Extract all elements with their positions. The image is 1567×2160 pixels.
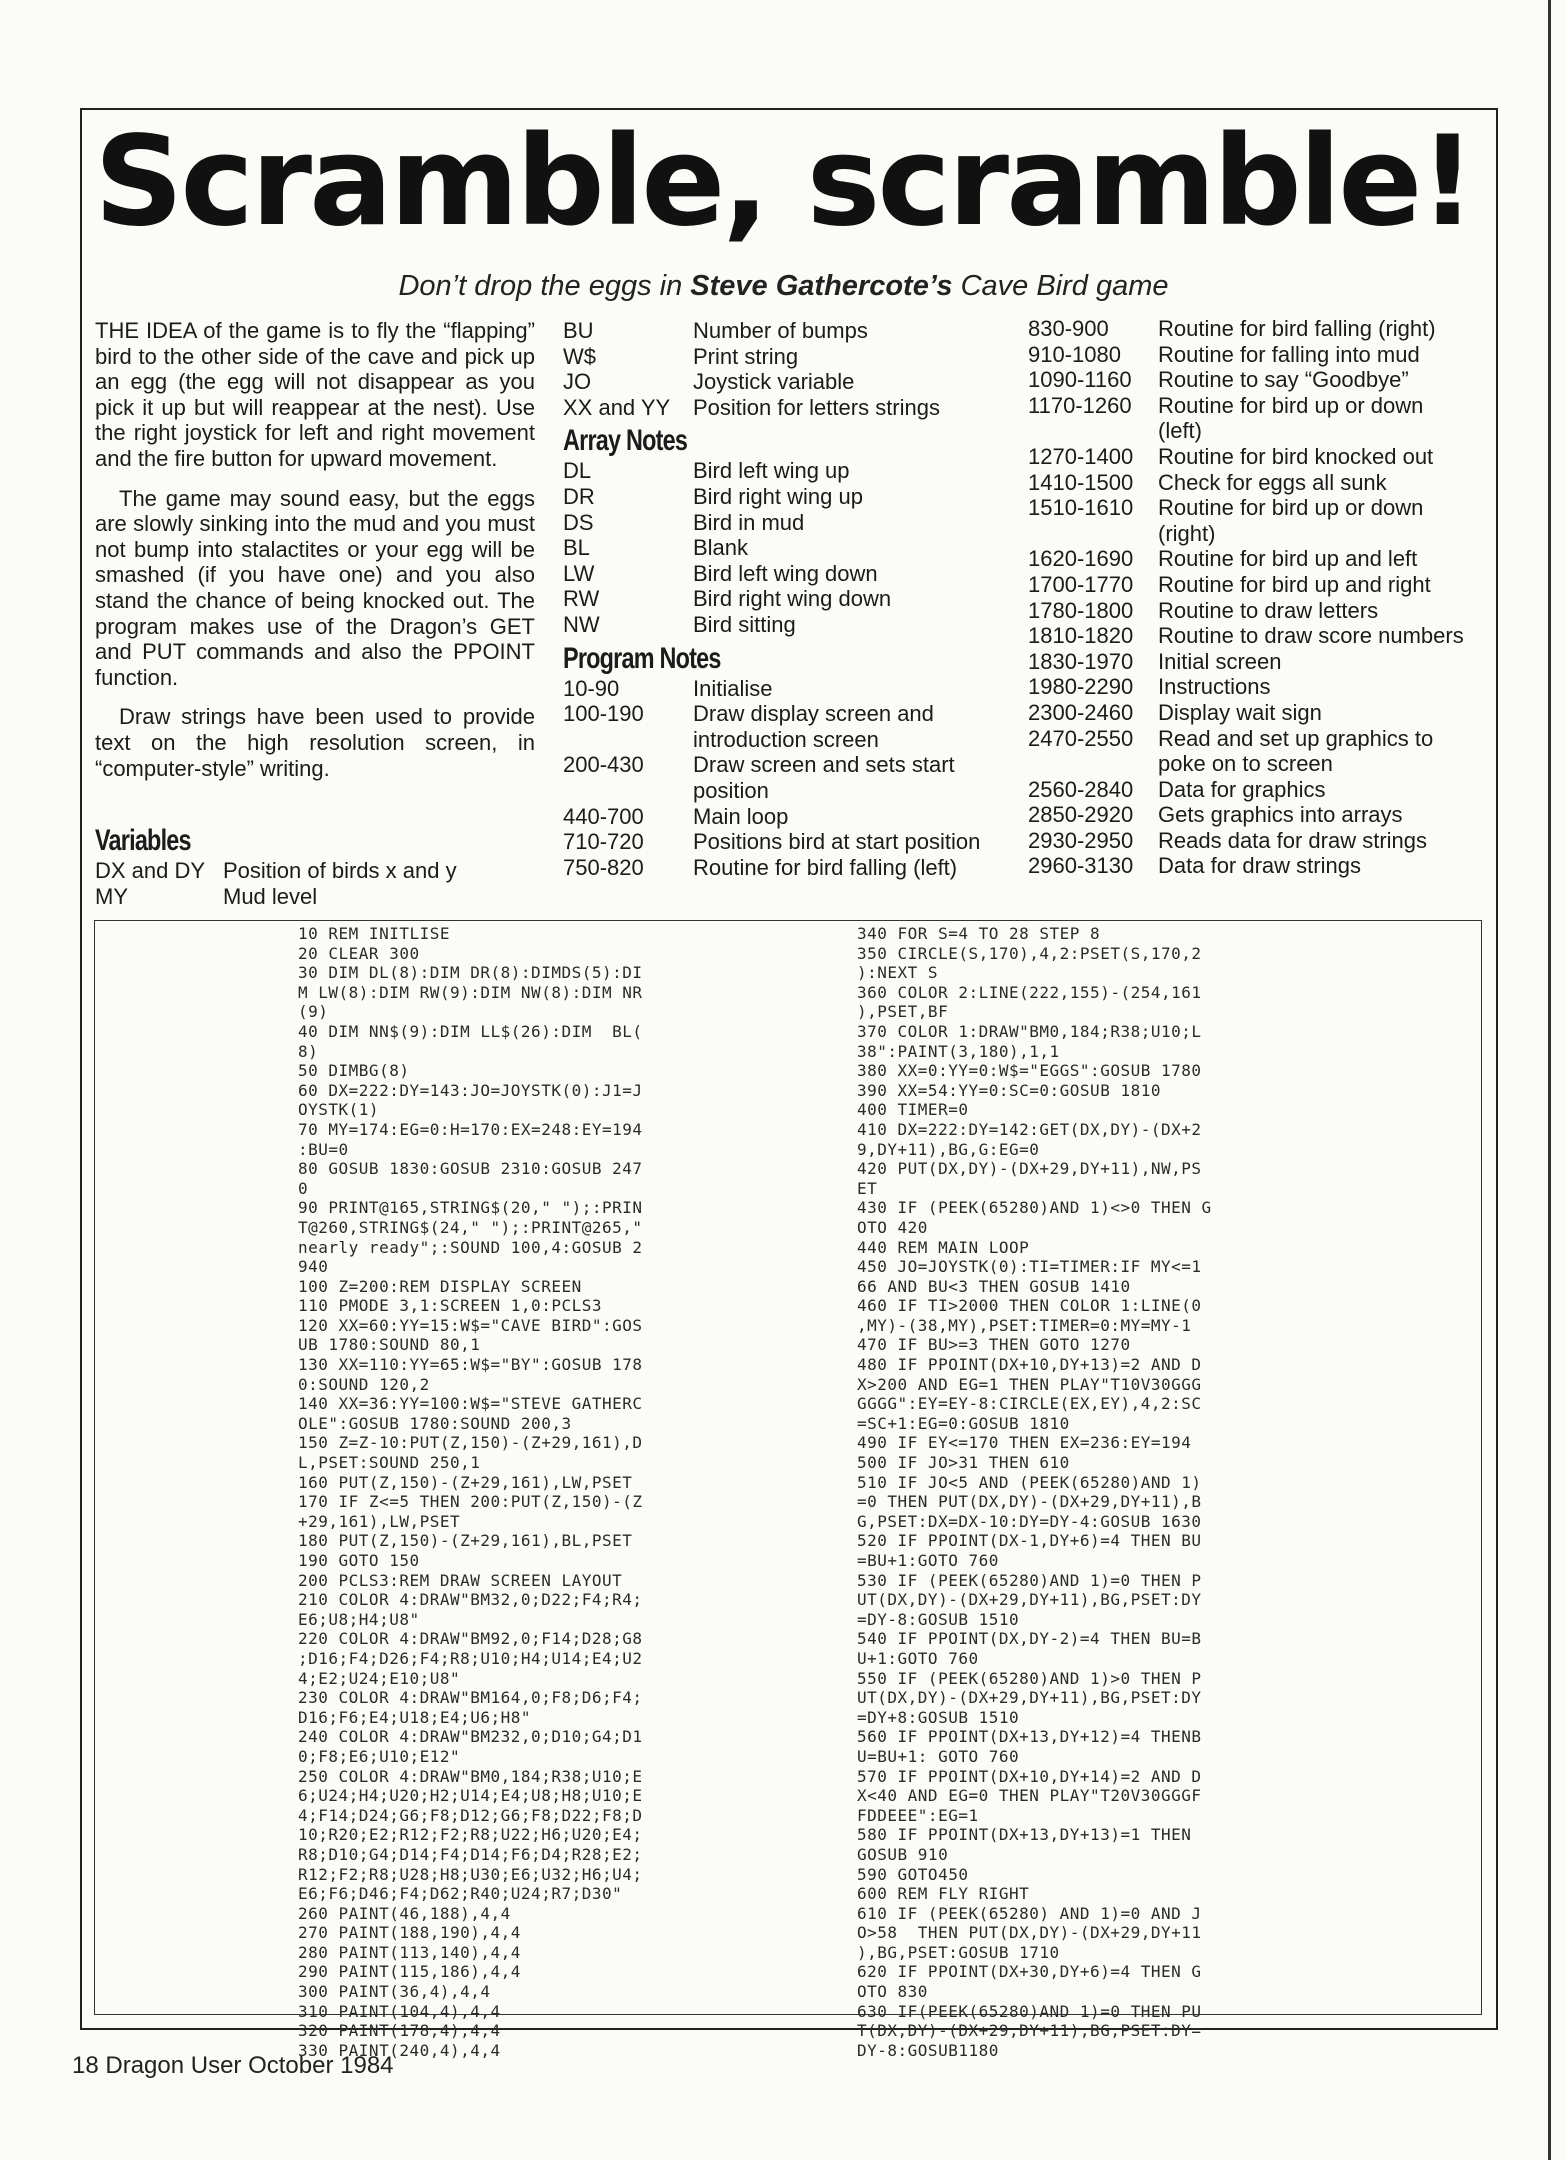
program-lines: 2560-2840 [1028, 776, 1134, 802]
program-row [563, 829, 1003, 855]
program-desc: Initial screen [1158, 648, 1282, 674]
program-row [1028, 649, 1468, 675]
program-row [1028, 777, 1468, 803]
program-desc: Initialise [693, 675, 773, 701]
variable-desc: Mud level [223, 883, 318, 909]
program-row [1028, 495, 1468, 546]
array-row [563, 535, 891, 561]
program-row [1028, 700, 1468, 726]
program-row [563, 676, 1003, 702]
variable-row [563, 395, 940, 421]
program-notes-heading: Program Notes [563, 641, 721, 675]
program-lines: 2300-2460 [1028, 699, 1134, 725]
program-lines: 830-900 [1028, 316, 1109, 341]
program-notes-table-continued [1028, 316, 1468, 879]
variable-desc: Position of birds x and y [223, 858, 457, 883]
variable-name: W$ [563, 343, 596, 369]
program-desc: Gets graphics into arrays [1158, 802, 1403, 828]
program-lines: 710-720 [563, 829, 644, 855]
program-desc: Routine to draw letters [1158, 597, 1379, 623]
program-desc: Routine for bird up and right [1158, 571, 1431, 597]
array-desc: Bird in mud [693, 509, 805, 535]
program-lines: 440-700 [563, 803, 644, 829]
program-desc: Draw display screen and introduction screen [693, 701, 934, 752]
variable-desc: Number of bumps [693, 318, 868, 343]
array-name: NW [563, 611, 600, 637]
variables-section [95, 820, 457, 909]
program-listing-right: 340 FOR S=4 TO 28 STEP 8 350 CIRCLE(S,170),4,2:PSET(S,170,2 ):NEXT S 360 COLOR 2:LINE(222,155)-(254,161 ),PSET,BF 370 COLOR 1:DRAW"BM0,184;R38;U10;L 38":PAINT(3,180),1,1 380 XX=0:YY=0:W$="EGGS":GOSUB 1780 390 XX=54:YY=0:SC=0:GOSUB 1810 400 TIMER=0 410 DX=222:DY=142:GET(DX,DY)-(DX+2 9,DY+11),BG,G:EG=0 420 PUT(DX,DY)-(DX+29,DY+11),NW,PS ET 430 IF (PEEK(65280)AND 1)<>0 THEN G OTO 420 440 REM MAIN LOOP 450 JO=JOYSTK(0):TI=TIMER:IF MY<=1 66 AND BU<3 THEN GOSUB 1410 460 IF TI>2000 THEN COLOR 1:LINE(0 ,MY)-(38,MY),PSET:TIMER=0:MY=MY-1 470 IF BU>=3 THEN GOTO 1270 480 IF PPOINT(DX+10,DY+13)=2 AND D X>200 AND EG=1 THEN PLAY"T10V30GGG GGGG":EY=EY-8:CIRCLE(EX,EY),4,2:SC =SC+1:EG=0:GOSUB 1810 490 IF EY<=170 THEN EX=236:EY=194 500 IF JO>31 THEN 610 510 IF JO<5 AND (PEEK(65280)AND 1) =0 THEN PUT(DX,DY)-(DX+29,DY+11),B G,PSET:DX=DX-10:DY=DY-4:GOSUB 1630 520 IF PPOINT(DX-1,DY+6)=4 THEN BU =BU+1:GOTO 760 530 IF (PEEK(65280)AND 1)=0 THEN P UT(DX,DY)-(DX+29,DY+11),BG,PSET:DY =DY-8:GOSUB 1510 540 IF PPOINT(DX,DY-2)=4 THEN BU=B U+1:GOTO 760 550 IF (PEEK(65280)AND 1)>0 THEN P UT(DX,DY)-(DX+29,DY+11),BG,PSET:DY =DY+8:GOSUB 1510 560 IF PPOINT(DX+13,DY+12)=4 THENB U=BU+1: GOTO 760 570 IF PPOINT(DX+10,DY+14)=2 AND D X<40 AND EG=0 THEN PLAY"T20V30GGGF FDDEEE":EG=1 580 IF PPOINT(DX+13,DY+13)=1 THEN GOSUB 910 590 GOTO450 600 REM FLY RIGHT 610 IF (PEEK(65280) AND 1)=0 AND J O>58 THEN PUT(DX,DY)-(DX+29,DY+11 ),BG,PSET:GOSUB 1710 620 IF PPOINT(DX+30,DY+6)=4 THEN G OTO 830 630 IF(PEEK(65280)AND 1)=0 THEN PU T(DX,DY)-(DX+29,DY+11),BG,PSET:DY= DY-8:GOSUB1180 [857, 924, 1212, 2060]
variable-row [563, 318, 940, 344]
program-desc: Check for eggs all sunk [1158, 469, 1387, 495]
program-row [563, 855, 1003, 881]
array-name: LW [563, 560, 595, 586]
program-lines: 1170-1260 [1028, 392, 1132, 418]
program-desc: Routine for bird up or down (right) [1158, 495, 1424, 546]
program-desc: Routine for bird falling (right) [1158, 316, 1436, 341]
page-edge-line [1548, 0, 1551, 2160]
program-lines: 10-90 [563, 675, 620, 701]
program-desc: Data for draw strings [1158, 853, 1361, 879]
program-desc: Routine for bird knocked out [1158, 443, 1434, 469]
program-lines: 910-1080 [1028, 341, 1121, 367]
variable-row [95, 858, 457, 884]
program-desc: Main loop [693, 803, 789, 829]
variable-desc: Print string [693, 343, 799, 369]
subtitle-author: Steve Gathercote’s [690, 270, 953, 302]
program-row [1028, 444, 1468, 470]
variable-row [563, 344, 940, 370]
array-name: DL [563, 458, 592, 484]
program-desc: Read and set up graphics to poke on to screen [1158, 725, 1434, 777]
array-name: BL [563, 535, 590, 561]
array-row [563, 458, 891, 484]
intro-paragraph: THE IDEA of the game is to fly the “flapping” bird to the other side of the cave and pick up an egg (the egg will not disappear as you pick it up but will reappear at the nest). Use the right joystick for left and right movement and the fire button for upward movement. [95, 318, 535, 471]
program-row [1028, 546, 1468, 572]
program-row [1028, 726, 1468, 777]
variables-table-continued [563, 318, 940, 420]
program-lines: 1090-1160 [1028, 367, 1132, 393]
article-subtitle [0, 270, 1567, 303]
array-notes-table [563, 458, 891, 637]
variable-name: JO [563, 369, 592, 395]
right-column [1028, 316, 1468, 879]
program-desc: Routine for falling into mud [1158, 341, 1420, 367]
program-lines: 200-430 [563, 752, 644, 778]
program-desc: Reads data for draw strings [1158, 827, 1428, 853]
program-listing-left: 10 REM INITLISE 20 CLEAR 300 30 DIM DL(8):DIM DR(8):DIMDS(5):DI M LW(8):DIM RW(9):DIM NW(8):DIM NR (9) 40 DIM NN$(9):DIM LL$(26):DIM BL( 8) 50 DIMBG(8) 60 DX=222:DY=143:JO=JOYSTK(0):J1=J OYSTK(1) 70 MY=174:EG=0:H=170:EX=248:EY=194 :BU=0 80 GOSUB 1830:GOSUB 2310:GOSUB 247 0 90 PRINT@165,STRING$(20," ");:PRIN T@260,STRING$(24," ");:PRINT@265," nearly ready";:SOUND 100,4:GOSUB 2 940 100 Z=200:REM DISPLAY SCREEN 110 PMODE 3,1:SCREEN 1,0:PCLS3 120 XX=60:YY=15:W$="CAVE BIRD":GOS UB 1780:SOUND 80,1 130 XX=110:YY=65:W$="BY":GOSUB 178 0:SOUND 120,2 140 XX=36:YY=100:W$="STEVE GATHERC OLE":GOSUB 1780:SOUND 200,3 150 Z=Z-10:PUT(Z,150)-(Z+29,161),D L,PSET:SOUND 250,1 160 PUT(Z,150)-(Z+29,161),LW,PSET 170 IF Z<=5 THEN 200:PUT(Z,150)-(Z +29,161),LW,PSET 180 PUT(Z,150)-(Z+29,161),BL,PSET 190 GOTO 150 200 PCLS3:REM DRAW SCREEN LAYOUT 210 COLOR 4:DRAW"BM32,0;D22;F4;R4; E6;U8;H4;U8" 220 COLOR 4:DRAW"BM92,0;F14;D28;G8 ;D16;F4;D26;F4;R8;U10;H4;U14;E4;U2 4;E2;U24;E10;U8" 230 COLOR 4:DRAW"BM164,0;F8;D6;F4; D16;F6;E4;U18;E4;U6;H8" 240 COLOR 4:DRAW"BM232,0;D10;G4;D1 0;F8;E6;U10;E12" 250 COLOR 4:DRAW"BM0,184;R38;U10;E 6;U24;H4;U20;H2;U14;E4;U8;H8;U10;E 4;F14;D24;G6;F8;D12;G6;F8;D22;F8;D 10;R20;E2;R12;F2;R8;U22;H6;U20;E4; R8;D10;G4;D14;F4;D14;F6;D4;R28;E2; R12;F2;R8;U28;H8;U30;E6;U32;H6;U4; E6;F6;D46;F4;D62;R40;U24;R7;D30" 260 PAINT(46,188),4,4 270 PAINT(188,190),4,4 280 PAINT(113,140),4,4 290 PAINT(115,186),4,4 300 PAINT(36,4),4,4 310 PAINT(104,4),4,4 320 PAINT(178,4),4,4 330 PAINT(240,4),4,4 [298, 924, 643, 2060]
variable-name: MY [95, 883, 128, 909]
variable-desc: Position for letters strings [693, 394, 940, 420]
program-lines: 100-190 [563, 701, 644, 727]
array-desc: Bird right wing up [693, 483, 863, 509]
variables-table [95, 858, 457, 909]
intro-paragraph: The game may sound easy, but the eggs are slowly sinking into the mud and you must not bump into stalactites or your egg will be smashed (if you have one) and you also stand the chance of being knocked out. The program makes use of the Dragon’s GET and PUT commands and also the PPOINT function. [95, 485, 535, 690]
array-name: DR [563, 483, 595, 509]
program-lines: 1830-1970 [1028, 648, 1134, 674]
program-desc: Routine to say “Goodbye” [1158, 367, 1409, 393]
program-lines: 1780-1800 [1028, 597, 1134, 623]
program-row [1028, 674, 1468, 700]
program-row [1028, 598, 1468, 624]
program-lines: 750-820 [563, 854, 644, 880]
program-lines: 1810-1820 [1028, 623, 1134, 649]
program-row [1028, 828, 1468, 854]
intro-column [95, 318, 535, 795]
variables-heading: Variables [95, 824, 191, 857]
program-desc: Routine for bird up or down (left) [1158, 392, 1424, 444]
program-row [1028, 470, 1468, 496]
array-desc: Bird left wing up [693, 458, 850, 484]
program-desc: Routine for bird up and left [1158, 546, 1418, 572]
program-row [563, 752, 1003, 803]
array-row [563, 612, 891, 638]
array-row [563, 510, 891, 536]
program-desc: Draw screen and sets start position [693, 752, 955, 803]
subtitle-post: Cave Bird game [952, 270, 1169, 302]
array-desc: Bird left wing down [693, 560, 878, 586]
array-row [563, 561, 891, 587]
array-row [563, 586, 891, 612]
variable-row [95, 884, 457, 910]
program-lines: 2930-2950 [1028, 827, 1134, 853]
program-row [1028, 316, 1468, 342]
program-row [1028, 623, 1468, 649]
middle-column [563, 318, 1003, 880]
intro-paragraph: Draw strings have been used to provide text on the high resolution screen, in “computer-style” writing. [95, 704, 535, 781]
program-row [1028, 393, 1468, 444]
program-notes-table [563, 676, 1003, 881]
program-desc: Display wait sign [1158, 699, 1322, 725]
program-row [563, 701, 1003, 752]
program-desc: Instructions [1158, 674, 1271, 700]
array-row [563, 484, 891, 510]
program-lines: 1700-1770 [1028, 571, 1134, 597]
program-row [1028, 802, 1468, 828]
program-row [1028, 367, 1468, 393]
variable-name: BU [563, 318, 594, 343]
program-lines: 1270-1400 [1028, 443, 1134, 469]
program-lines: 2850-2920 [1028, 802, 1134, 828]
array-desc: Bird right wing down [693, 586, 892, 612]
program-lines: 1410-1500 [1028, 469, 1134, 495]
subtitle-pre: Don’t drop the eggs in [398, 270, 691, 302]
program-desc: Routine to draw score numbers [1158, 623, 1464, 649]
array-name: RW [563, 586, 600, 612]
array-notes-heading: Array Notes [563, 424, 688, 458]
program-lines: 2470-2550 [1028, 725, 1134, 751]
program-desc: Data for graphics [1158, 776, 1326, 802]
program-row [1028, 572, 1468, 598]
program-row [1028, 342, 1468, 368]
article-title: Scramble, scramble! [94, 110, 1473, 254]
program-row [1028, 853, 1468, 879]
array-desc: Bird sitting [693, 611, 796, 637]
array-name: DS [563, 509, 594, 535]
array-desc: Blank [693, 535, 749, 561]
program-desc: Positions bird at start position [693, 829, 981, 855]
variable-name: DX and DY [95, 858, 206, 883]
variable-desc: Joystick variable [693, 369, 855, 395]
program-lines: 1980-2290 [1028, 674, 1134, 700]
program-lines: 2960-3130 [1028, 853, 1134, 879]
variable-row [563, 369, 940, 395]
program-lines: 1510-1610 [1028, 495, 1134, 521]
variable-name: XX and YY [563, 394, 671, 420]
page-footer: 18 Dragon User October 1984 [72, 2052, 394, 2079]
program-row [563, 804, 1003, 830]
program-desc: Routine for bird falling (left) [693, 854, 958, 880]
program-lines: 1620-1690 [1028, 546, 1134, 572]
